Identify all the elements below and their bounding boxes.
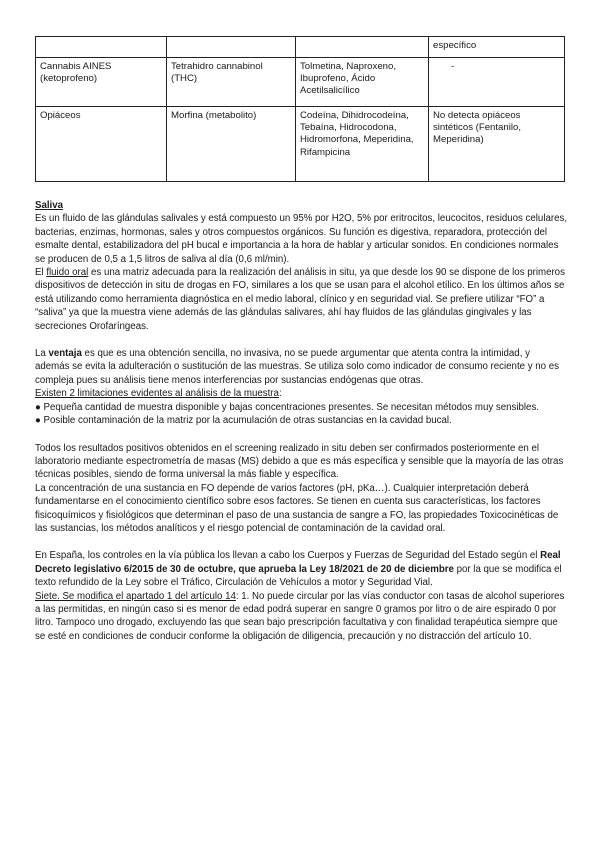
list-item: ● Pequeña cantidad de muestra disponible y bajas concentraciones presentes. Se necesitan métodos muy sensibles. xyxy=(35,401,539,413)
table-row xyxy=(36,58,565,107)
table-row xyxy=(36,107,565,182)
paragraph: La concentración de una sustancia en FO depende de varios factores (pH, pKa…). Cualquier interpretación deberá fundamentarse en el conocimiento científico sobre esos factores. Se tienen en cuenta sus características, los factores fisicoquímicos y fisiológicos que determinan el paso de una sustancia de sangre a FO, las propiedades Toxicocinéticas de las sustancias, los métodos analíticos y el riesgo potencial de contaminación de la cavidad oral. xyxy=(35,482,559,534)
table-cell: específico xyxy=(429,37,565,58)
list-item: ● Posible contaminación de la matriz por la acumulación de otras sustancias en la cavidad bucal. xyxy=(35,415,452,427)
real-decreto-reference: Real Decreto legislativo 6/2015 de 30 de octubre, que aprueba la Ley 18/2021 de 20 de diciembre xyxy=(35,550,561,575)
article-reference: Siete. Se modifica el apartado 1 del artículo 14 xyxy=(35,590,236,602)
table-cell xyxy=(36,37,167,58)
table-cell xyxy=(167,37,296,58)
saliva-section xyxy=(35,199,567,643)
table-cell: Opiáceos xyxy=(36,107,167,182)
paragraph: El fluido oral es una matriz adecuada para la realización del análisis in situ, ya que desde los 90 se dispone de los primeros dispositivos de detección in situ de drogas en FO, similares a los que se usan para el alcohol etílico. En los últimos años se está utilizando como herramienta diagnóstica en el medio laboral, clínico y en seguridad vial. Se prefiere utilizar “FO” a “saliva” ya que la muestra viene además de las glándulas salivares, ahí hay fluidos de las glándulas gingivales y las secreciones Orofaríngeas. xyxy=(35,267,565,332)
dash-value: - xyxy=(451,61,455,72)
ventaja-term: ventaja xyxy=(48,348,82,360)
paragraph: La ventaja es que es una obtención sencilla, no invasiva, no se puede argumentar que atenta contra la intimidad, y además se evita la adulteración o sustitución de las muestras. Se utiliza solo como indicador de consumo reciente y no es compleja pues su análisis tiene menos interferencias por sustancias endógenas que otras. xyxy=(35,348,559,386)
section-heading: Saliva xyxy=(35,200,64,211)
paragraph: Siete. Se modifica el apartado 1 del artículo 14: 1. No puede circular por las vías conductor con tasas de alcohol superiores a las permitidas, en ningún caso si es menor de edad podrá superar en sangre 0 gramos por litro o de aire espirado 0 por litro. Tampoco uno drogado, excluyendo las que sean bajo prescripción facultativa y con finalidad terapéutica siempre que se esté en condiciones de conducir conforme la obligación de diligencia, precaución y no distracción del artículo 10. xyxy=(35,590,565,642)
table-cell: Morfina (metabolito) xyxy=(167,107,296,182)
table-row xyxy=(36,37,565,58)
paragraph: En España, los controles en la vía pública los llevan a cabo los Cuerpos y Fuerzas de Seguridad del Estado según el Real Decreto legislativo 6/2015 de 30 de octubre, que aprueba la Ley 18/2021 de 20 de diciembre por la que se modifica el texto refundido de la Ley sobre el Tráfico, Circulación de Vehículos a motor y Seguridad Vial. xyxy=(35,550,562,589)
table-cell xyxy=(296,37,429,58)
table-cell: Tolmetina, Naproxeno, Ibuprofeno, Ácido Acetilsalicílico xyxy=(296,58,429,107)
limitations-heading: Existen 2 limitaciones evidentes al análisis de la muestra: xyxy=(35,388,282,400)
drug-table xyxy=(35,36,565,182)
table-cell xyxy=(429,58,565,107)
fluido-oral-term: fluido oral xyxy=(46,267,89,279)
table-cell: Cannabis AINES (ketoprofeno) xyxy=(36,58,167,107)
paragraph: Es un fluido de las glándulas salivales y está compuesto un 95% por H2O, 5% por eritrocitos, leucocitos, residuos celulares, bacterias, enzimas, hormonas, sales y otros compuestos orgánicos. Su función es digestiva, reparadora, protección del esmalte dental, estabilizadora del pH bucal e importancia a la hora de hablar y articular sonidos. En condiciones normales se producen de 0,5 a 1,5 litros de saliva al día (0,6 ml/min). xyxy=(35,213,568,265)
paragraph: Todos los resultados positivos obtenidos en el screening realizado in situ deben ser confirmados posteriormente en el laboratorio mediante espectrometría de masas (MS) debido a que es más específica y sensible que la mayoría de las otras técnicas posibles, siendo de forma universal la más fiable y específica. xyxy=(35,442,564,481)
table-cell: Tetrahidro cannabinol (THC) xyxy=(167,58,296,107)
table-cell: No detecta opiáceos sintéticos (Fentanilo, Meperidina) xyxy=(429,107,565,182)
table-cell: Codeína, Dihidrocodeína, Tebaína, Hidrocodona, Hidromorfona, Meperidina, Rifampicina xyxy=(296,107,429,182)
